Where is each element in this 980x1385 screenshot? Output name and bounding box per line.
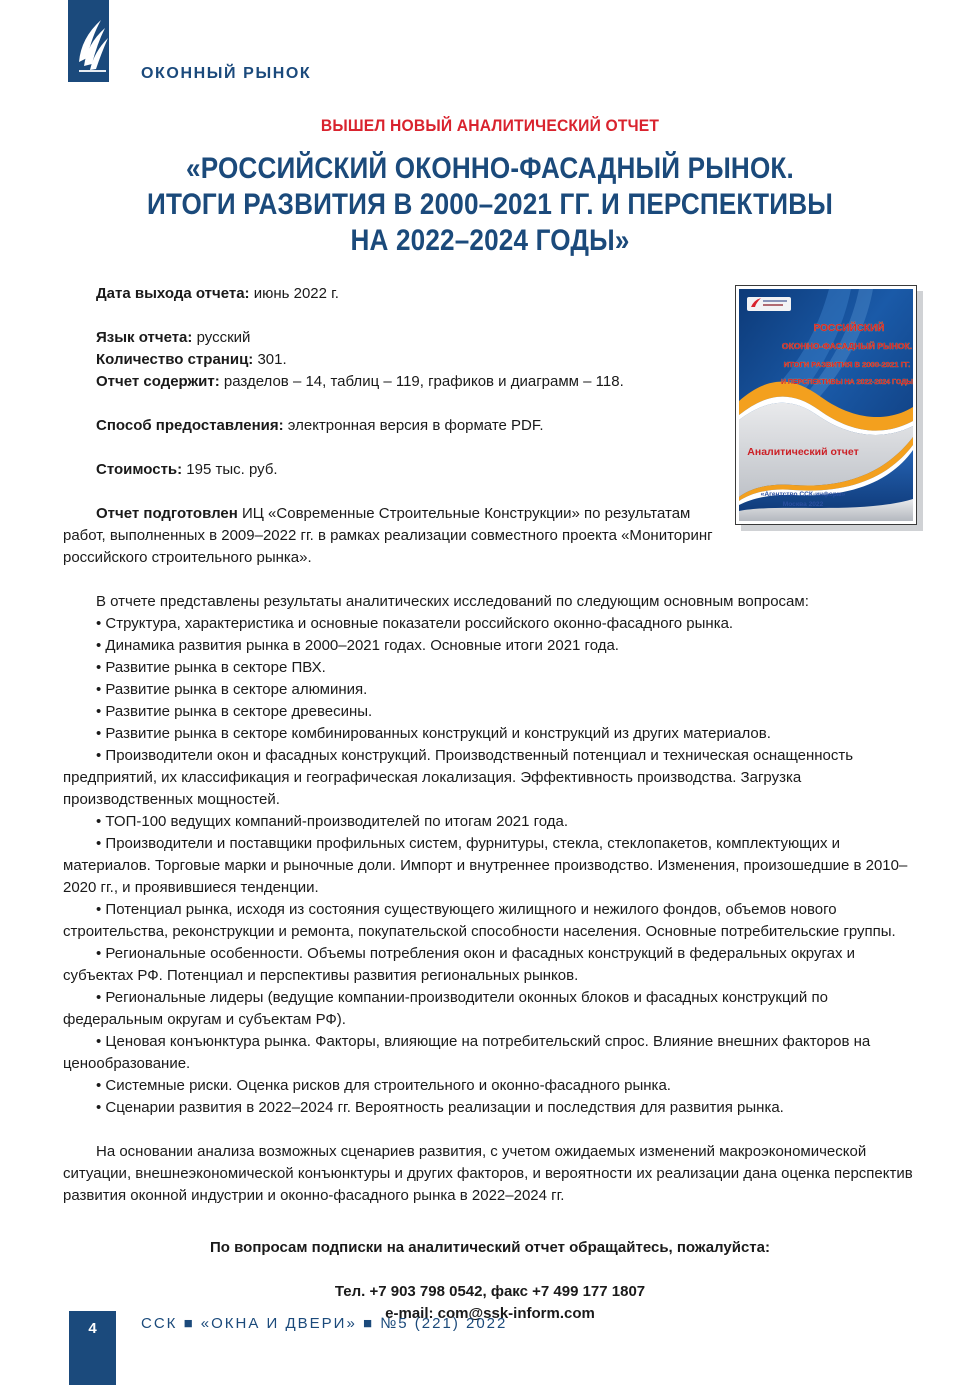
report-title: [64, 151, 917, 259]
list-item: • Развитие рынка в секторе ПВХ.: [63, 657, 917, 679]
page-number-box: [69, 1311, 116, 1385]
list-item: • Потенциал рынка, исходя из состояния существующего жилищного и нежилого фондов, объемов нового строительства, реконструкции и ремонта, покупательской способности населения. Основные потребительские группы.: [63, 899, 917, 943]
report-title-line2: ИТОГИ РАЗВИТИЯ В 2000–2021 ГГ. И ПЕРСПЕКТИВЫ: [147, 188, 833, 221]
list-item: • Региональные лидеры (ведущие компании-производители оконных блоков и фасадных конструкций по федеральным округам и субъектам РФ).: [63, 987, 917, 1031]
list-item: • Структура, характеристика и основные показатели российского оконно-фасадного рынка.: [63, 613, 917, 635]
detail-value: русский: [192, 329, 251, 346]
detail-label: Отчет содержит:: [96, 373, 220, 390]
publisher-logo: [68, 0, 109, 82]
cover-subtitle: Аналитический отчет: [747, 446, 859, 458]
contact-phone: Тел. +7 903 798 0542, факс +7 499 177 1807: [334, 1283, 646, 1300]
contact-block: [63, 1237, 917, 1325]
prepared-rest: ИЦ «Современные Строительные Конструкции» по результатам работ, выполненных в 2009–2022 гг. в рамках реализации совместного проекта «Мониторинг российского строительного рынка».: [63, 505, 713, 566]
cover-city-year: Москва 2022: [782, 501, 824, 508]
list-item: • Региональные особенности. Объемы потребления окон и фасадных конструкций в федеральных округах и субъектах РФ. Потенциал и перспективы развития региональных рынков.: [63, 943, 917, 987]
list-item: • Развитие рынка в секторе древесины.: [63, 701, 917, 723]
detail-label: Дата выхода отчета:: [96, 285, 250, 302]
page-number: 4: [88, 1320, 97, 1337]
report-cover-image: [735, 285, 917, 525]
cover-title-line4: И ПЕРСПЕКТИВЫ НА 2022-2024 ГОДЫ: [780, 379, 913, 386]
list-item: • Производители окон и фасадных конструкций. Производственный потенциал и техническая оснащенность предприятий, их классификация и географическая локализация. Эффективность производства. Загрузка производственных мощностей.: [63, 745, 917, 811]
prepared-lead: Отчет подготовлен: [96, 505, 238, 522]
contact-heading: По вопросам подписки на аналитический отчет обращайтесь, пожалуйста:: [210, 1239, 770, 1256]
detail-label: Стоимость:: [96, 461, 183, 478]
report-title-line3: НА 2022–2024 ГОДЫ»: [350, 224, 630, 257]
detail-label: Язык отчета:: [96, 329, 193, 346]
swoosh-icon: [68, 0, 109, 82]
list-item: • Производители и поставщики профильных систем, фурнитуры, стекла, стеклопакетов, комплектующих и материалов. Торговые марки и рыночные доли. Импорт и внутреннее производство. Изменения, произошедшие в 2010–2020 гг., и проявившиеся тенденции.: [63, 833, 917, 899]
report-title-line1: «РОССИЙСКИЙ ОКОННО-ФАСАДНЫЙ РЫНОК.: [186, 152, 794, 185]
detail-value: 301.: [253, 351, 287, 368]
cover-title-line3: ИТОГИ РАЗВИТИЯ В 2000-2021 ГГ.: [783, 360, 911, 369]
announcement-line: ВЫШЕЛ НОВЫЙ АНАЛИТИЧЕСКИЙ ОТЧЕТ: [320, 116, 660, 135]
detail-value: июнь 2022 г.: [249, 285, 339, 302]
detail-value: 195 тыс. руб.: [182, 461, 278, 478]
list-item: • Сценарии развития в 2022–2024 гг. Вероятность реализации и последствия для развития рынка.: [63, 1097, 917, 1119]
list-item: • ТОП-100 ведущих компаний-производителей по итогам 2021 года.: [63, 811, 917, 833]
issue-line: ССК ■ «ОКНА И ДВЕРИ» ■ №5 (221) 2022: [141, 1315, 508, 1332]
contact-email: e-mail: com@ssk-inform.com: [385, 1305, 595, 1322]
detail-value: разделов – 14, таблиц – 119, графиков и диаграмм – 118.: [219, 373, 624, 390]
closing-paragraph: На основании анализа возможных сценариев развития, с учетом ожидаемых изменений макроэкономической ситуации, внешнеэкономической конъюнктуры и других факторов, и вероятности их реализации дана оценка перспектив развития оконной индустрии и оконно-фасадного рынка в 2022–2024 гг.: [63, 1143, 913, 1204]
list-item: • Динамика развития рынка в 2000–2021 годах. Основные итоги 2021 года.: [63, 635, 917, 657]
list-item: • Развитие рынка в секторе комбинированных конструкций и конструкций из других материалов.: [63, 723, 917, 745]
detail-value: электронная версия в формате PDF.: [283, 417, 544, 434]
report-cover-art: [739, 289, 913, 521]
list-item: • Системные риски. Оценка рисков для строительного и оконно-фасадного рынка.: [63, 1075, 917, 1097]
cover-title-line1: РОССИЙСКИЙ: [813, 323, 885, 334]
cover-agency: «Агентство ССК-информ»: [760, 491, 846, 498]
detail-label: Количество страниц:: [96, 351, 254, 368]
article-body: [63, 283, 917, 1325]
detail-label: Способ предоставления:: [96, 417, 284, 434]
list-item: • Ценовая конъюнктура рынка. Факторы, влияющие на потребительский спрос. Влияние внешних факторов на ценообразование.: [63, 1031, 917, 1075]
section-title: ОКОННЫЙ РЫНОК: [141, 65, 312, 82]
list-item: • Развитие рынка в секторе алюминия.: [63, 679, 917, 701]
cover-title-line2: ОКОННО-ФАСАДНЫЙ РЫНОК.: [781, 341, 913, 351]
intro-line: В отчете представлены результаты аналитических исследований по следующим основным вопросам:: [96, 593, 809, 610]
